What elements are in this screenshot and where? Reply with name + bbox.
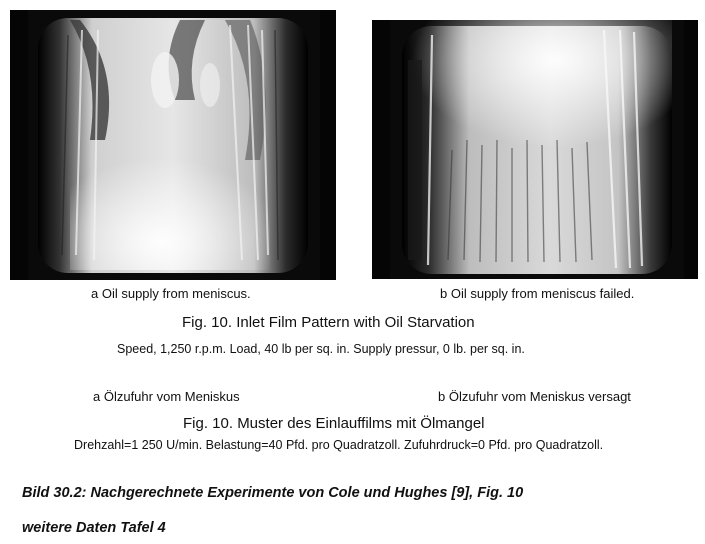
- photo-oil-supply-failed: [372, 20, 698, 279]
- bild-caption: Bild 30.2: Nachgerechnete Experimente von Cole und Hughes [9], Fig. 10: [22, 485, 524, 501]
- figure-title-german: Fig. 10. Muster des Einlauffilms mit Ölmangel: [183, 415, 485, 432]
- photo-oil-supply-from-meniscus: [10, 10, 336, 280]
- caption-b-english: b Oil supply from meniscus failed.: [440, 286, 635, 301]
- caption-a-german: a Ölzufuhr vom Meniskus: [93, 389, 240, 404]
- figure-title-english: Fig. 10. Inlet Film Pattern with Oil Starvation: [182, 314, 475, 331]
- conditions-english: Speed, 1,250 r.p.m. Load, 40 lb per sq. in. Supply pressur, 0 lb. per sq. in.: [117, 342, 525, 356]
- caption-a-english: a Oil supply from meniscus.: [91, 286, 251, 301]
- caption-b-german: b Ölzufuhr vom Meniskus versagt: [438, 389, 631, 404]
- conditions-german: Drehzahl=1 250 U/min. Belastung=40 Pfd. pro Quadratzoll. Zufuhrdruck=0 Pfd. pro Quadratzoll.: [74, 438, 604, 452]
- bild-note: weitere Daten Tafel 4: [22, 520, 166, 536]
